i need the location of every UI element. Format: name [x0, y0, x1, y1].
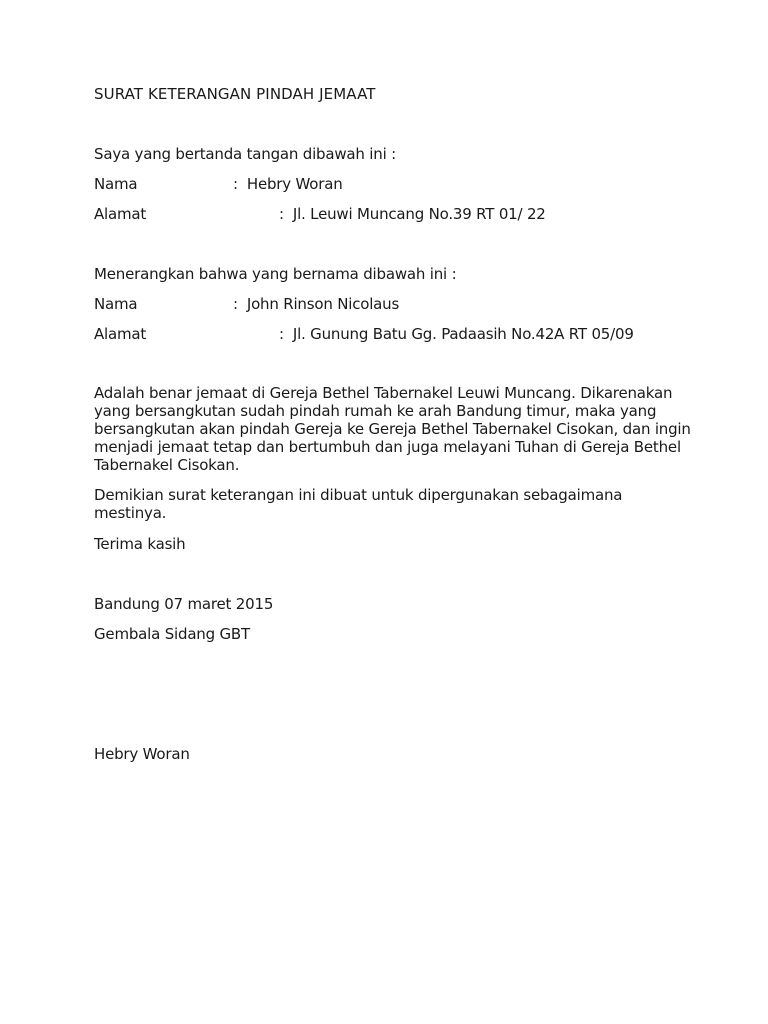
subject-address-label: Alamat	[94, 325, 147, 343]
letter-title: SURAT KETERANGAN PINDAH JEMAAT	[94, 85, 376, 103]
signer-name: Hebry Woran	[94, 745, 190, 763]
declarant-address-label: Alamat	[94, 205, 147, 223]
declarant-name-label: Nama	[94, 175, 138, 193]
body-line: yang bersangkutan sudah pindah rumah ke arah Bandung timur, maka yang	[94, 402, 657, 420]
closing-line: Demikian surat keterangan ini dibuat untuk dipergunakan sebagaimana	[94, 486, 623, 504]
subject-address-row	[94, 325, 634, 343]
subject-address-colon: :	[279, 325, 284, 343]
subject-name-colon: :	[233, 295, 238, 313]
closing-line: mestinya.	[94, 504, 167, 522]
declarant-name-row	[94, 175, 343, 193]
subject-name-label: Nama	[94, 295, 138, 313]
declarant-address-row	[94, 205, 546, 223]
subject-name-row	[94, 295, 399, 313]
declarant-name-value: Hebry Woran	[246, 175, 343, 193]
body-line: bersangkutan akan pindah Gereja ke Gereja Bethel Tabernakel Cisokan, dan ingin	[94, 420, 691, 438]
declarant-address-value: Jl. Leuwi Muncang No.39 RT 01/ 22	[292, 205, 546, 223]
declarant-address-colon: :	[279, 205, 284, 223]
signer-role: Gembala Sidang GBT	[94, 625, 250, 643]
date-line: Bandung 07 maret 2015	[94, 595, 274, 613]
subject-name-value: John Rinson Nicolaus	[246, 295, 400, 313]
body-line: Tabernakel Cisokan.	[94, 456, 240, 474]
opening-statement: Saya yang bertanda tangan dibawah ini :	[94, 145, 396, 163]
body-paragraph	[94, 384, 691, 474]
closing-paragraph	[94, 486, 622, 522]
declarant-name-colon: :	[233, 175, 238, 193]
body-line: menjadi jemaat tetap dan bertumbuh dan juga melayani Tuhan di Gereja Bethel	[94, 438, 681, 456]
subject-address-value: Jl. Gunung Batu Gg. Padaasih No.42A RT 05/09	[292, 325, 634, 343]
thanks-line: Terima kasih	[94, 535, 186, 553]
subject-intro-statement: Menerangkan bahwa yang bernama dibawah ini :	[94, 265, 457, 283]
body-line: Adalah benar jemaat di Gereja Bethel Tabernakel Leuwi Muncang. Dikarenakan	[94, 384, 673, 402]
